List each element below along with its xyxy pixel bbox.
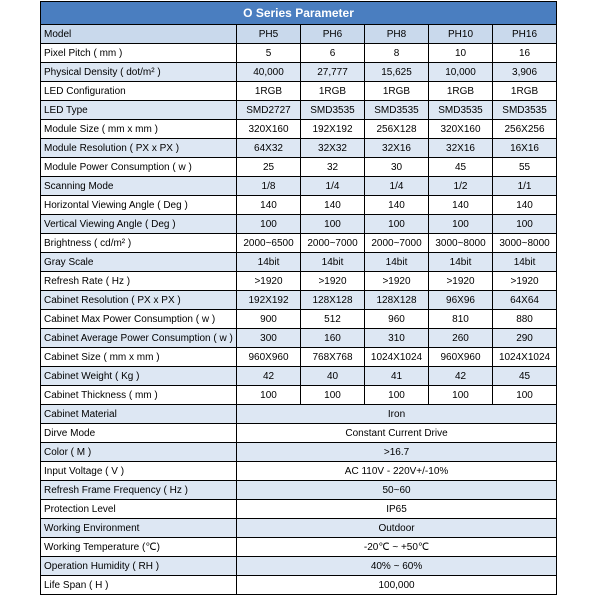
row-value: 300 [237, 329, 301, 348]
row-value: 768X768 [301, 348, 365, 367]
row-value: 14bit [365, 253, 429, 272]
row-value: SMD3535 [365, 101, 429, 120]
header-model: PH6 [301, 25, 365, 44]
row-value: 1/8 [237, 177, 301, 196]
table-row [41, 82, 557, 101]
row-value: 32 [301, 158, 365, 177]
row-value: 32X16 [365, 139, 429, 158]
row-value: 64X32 [237, 139, 301, 158]
row-value: 140 [493, 196, 557, 215]
table-row [41, 500, 557, 519]
row-value: 310 [365, 329, 429, 348]
table-row [41, 63, 557, 82]
row-value: >1920 [365, 272, 429, 291]
table-row [41, 481, 557, 500]
row-value: AC 110V - 220V+/-10% [237, 462, 557, 481]
row-value: 3000~8000 [429, 234, 493, 253]
row-value: 290 [493, 329, 557, 348]
row-value: 100 [301, 215, 365, 234]
row-value: 10,000 [429, 63, 493, 82]
table-row [41, 44, 557, 63]
row-value: 64X64 [493, 291, 557, 310]
row-value: 960X960 [237, 348, 301, 367]
row-value: 1024X1024 [365, 348, 429, 367]
row-label: Cabinet Size ( mm x mm ) [41, 348, 237, 367]
row-value: 14bit [493, 253, 557, 272]
table-row [41, 557, 557, 576]
row-label: Refresh Rate ( Hz ) [41, 272, 237, 291]
row-value: 900 [237, 310, 301, 329]
row-label: Vertical Viewing Angle ( Deg ) [41, 215, 237, 234]
row-value: 1/2 [429, 177, 493, 196]
row-value: 192X192 [301, 120, 365, 139]
table-row [41, 424, 557, 443]
table-row [41, 139, 557, 158]
row-label: Input Voltage ( V ) [41, 462, 237, 481]
table-row [41, 234, 557, 253]
row-label: Refresh Frame Frequency ( Hz ) [41, 481, 237, 500]
row-value: 16X16 [493, 139, 557, 158]
row-label: Horizontal Viewing Angle ( Deg ) [41, 196, 237, 215]
header-model: PH8 [365, 25, 429, 44]
row-value: SMD3535 [429, 101, 493, 120]
row-value: 25 [237, 158, 301, 177]
row-value: 45 [429, 158, 493, 177]
row-value: 100 [365, 386, 429, 405]
row-value: 42 [237, 367, 301, 386]
row-label: Cabinet Material [41, 405, 237, 424]
header-label: Model [41, 25, 237, 44]
row-value: 1RGB [365, 82, 429, 101]
row-value: 1RGB [301, 82, 365, 101]
row-label: Cabinet Weight ( Kg ) [41, 367, 237, 386]
table-row [41, 367, 557, 386]
table-row [41, 310, 557, 329]
row-label: Pixel Pitch ( mm ) [41, 44, 237, 63]
row-value: 512 [301, 310, 365, 329]
table-row [41, 196, 557, 215]
row-value: 260 [429, 329, 493, 348]
row-value: SMD3535 [493, 101, 557, 120]
row-value: 27,777 [301, 63, 365, 82]
row-label: Gray Scale [41, 253, 237, 272]
row-value: 6 [301, 44, 365, 63]
row-label: LED Configuration [41, 82, 237, 101]
row-value: 100 [237, 215, 301, 234]
row-value: 5 [237, 44, 301, 63]
header-model: PH10 [429, 25, 493, 44]
row-value: 40% ~ 60% [237, 557, 557, 576]
row-value: SMD3535 [301, 101, 365, 120]
row-value: 960X960 [429, 348, 493, 367]
row-label: Cabinet Max Power Consumption ( w ) [41, 310, 237, 329]
table-row [41, 272, 557, 291]
row-value: 15,625 [365, 63, 429, 82]
row-value: 256X128 [365, 120, 429, 139]
row-label: Working Temperature (℃) [41, 538, 237, 557]
row-value: 10 [429, 44, 493, 63]
row-value: 45 [493, 367, 557, 386]
row-label: Module Size ( mm x mm ) [41, 120, 237, 139]
row-value: >16.7 [237, 443, 557, 462]
row-value: 2000~7000 [301, 234, 365, 253]
row-label: Physical Density ( dot/m² ) [41, 63, 237, 82]
table-row [41, 519, 557, 538]
table-row [41, 158, 557, 177]
table-header-row [41, 25, 557, 44]
row-value: 880 [493, 310, 557, 329]
row-value: 1/4 [301, 177, 365, 196]
row-value: 100 [429, 215, 493, 234]
row-label: Scanning Mode [41, 177, 237, 196]
row-label: Operation Humidity ( RH ) [41, 557, 237, 576]
table-row [41, 329, 557, 348]
row-label: Module Resolution ( PX x PX ) [41, 139, 237, 158]
row-value: 960 [365, 310, 429, 329]
table-row [41, 386, 557, 405]
row-value: Iron [237, 405, 557, 424]
row-value: 16 [493, 44, 557, 63]
row-value: 192X192 [237, 291, 301, 310]
row-label: Brightness ( cd/m² ) [41, 234, 237, 253]
row-value: 100,000 [237, 576, 557, 595]
row-label: Cabinet Resolution ( PX x PX ) [41, 291, 237, 310]
row-value: 1RGB [493, 82, 557, 101]
row-value: 100 [237, 386, 301, 405]
row-value: 50~60 [237, 481, 557, 500]
spec-table-container [40, 1, 556, 595]
row-value: 320X160 [429, 120, 493, 139]
spec-table [40, 1, 557, 595]
row-value: 30 [365, 158, 429, 177]
table-row [41, 101, 557, 120]
row-value: 2000~6500 [237, 234, 301, 253]
row-label: Dirve Mode [41, 424, 237, 443]
table-row [41, 405, 557, 424]
row-value: 100 [493, 215, 557, 234]
row-value: 140 [365, 196, 429, 215]
table-row [41, 120, 557, 139]
row-value: Constant Current Drive [237, 424, 557, 443]
row-value: IP65 [237, 500, 557, 519]
row-label: Cabinet Thickness ( mm ) [41, 386, 237, 405]
row-value: >1920 [237, 272, 301, 291]
row-value: 3,906 [493, 63, 557, 82]
table-row [41, 462, 557, 481]
row-label: Color ( M ) [41, 443, 237, 462]
row-value: 100 [429, 386, 493, 405]
row-value: 128X128 [365, 291, 429, 310]
header-model: PH5 [237, 25, 301, 44]
row-label: Working Environment [41, 519, 237, 538]
row-value: 320X160 [237, 120, 301, 139]
row-value: 42 [429, 367, 493, 386]
row-value: SMD2727 [237, 101, 301, 120]
row-value: 3000~8000 [493, 234, 557, 253]
row-value: >1920 [493, 272, 557, 291]
row-value: 100 [301, 386, 365, 405]
row-value: 256X256 [493, 120, 557, 139]
row-value: 1/4 [365, 177, 429, 196]
row-value: 40,000 [237, 63, 301, 82]
row-value: >1920 [301, 272, 365, 291]
row-value: 14bit [429, 253, 493, 272]
row-value: 100 [365, 215, 429, 234]
table-row [41, 576, 557, 595]
row-value: 810 [429, 310, 493, 329]
table-title-row [41, 2, 557, 25]
table-row [41, 291, 557, 310]
row-value: 96X96 [429, 291, 493, 310]
row-value: -20℃ ~ +50℃ [237, 538, 557, 557]
row-value: 1024X1024 [493, 348, 557, 367]
table-row [41, 348, 557, 367]
table-row [41, 538, 557, 557]
row-value: 1RGB [429, 82, 493, 101]
row-value: 128X128 [301, 291, 365, 310]
row-label: Cabinet Average Power Consumption ( w ) [41, 329, 237, 348]
header-model: PH16 [493, 25, 557, 44]
row-value: 14bit [301, 253, 365, 272]
row-value: 2000~7000 [365, 234, 429, 253]
row-value: 32X16 [429, 139, 493, 158]
table-row [41, 253, 557, 272]
table-title: O Series Parameter [41, 2, 557, 25]
row-value: 160 [301, 329, 365, 348]
row-value: 55 [493, 158, 557, 177]
row-value: 1RGB [237, 82, 301, 101]
row-value: 140 [301, 196, 365, 215]
row-label: LED Type [41, 101, 237, 120]
row-value: >1920 [429, 272, 493, 291]
row-value: 100 [493, 386, 557, 405]
table-row [41, 443, 557, 462]
row-value: 1/1 [493, 177, 557, 196]
row-value: 40 [301, 367, 365, 386]
row-label: Protection Level [41, 500, 237, 519]
table-row [41, 215, 557, 234]
row-value: Outdoor [237, 519, 557, 538]
row-value: 140 [429, 196, 493, 215]
row-label: Module Power Consumption ( w ) [41, 158, 237, 177]
row-value: 140 [237, 196, 301, 215]
table-row [41, 177, 557, 196]
row-value: 14bit [237, 253, 301, 272]
row-value: 32X32 [301, 139, 365, 158]
row-label: Life Span ( H ) [41, 576, 237, 595]
row-value: 8 [365, 44, 429, 63]
row-value: 41 [365, 367, 429, 386]
